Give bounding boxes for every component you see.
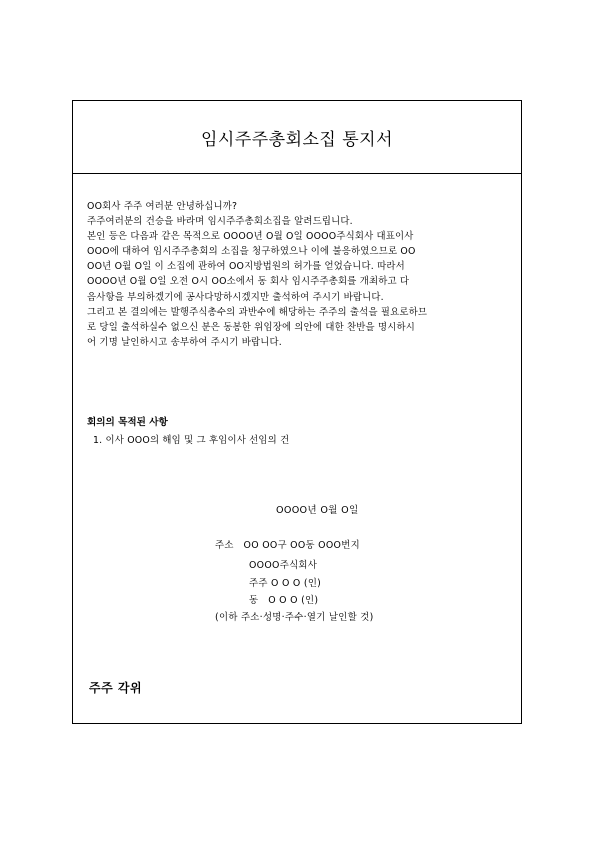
notice-frame [72,100,522,724]
body-line-5: OO년 O월 O일 이 소집에 관하여 OO지방법원의 허가를 얻었습니다. 따라서 [87,261,405,273]
body-line-4: OOO에 대하여 임시주주총회의 소집을 청구하였으나 이에 불응하였으므로 OO [87,246,416,258]
agenda-heading: 회의의 목적된 사항 [87,417,168,428]
signature-company: OOOO주식회사 [249,560,318,571]
notice-body [87,199,513,350]
addressee: 주주 각위 [89,681,143,695]
body-line-8: 그리고 본 결의에는 발행주식총수의 과반수에 해당하는 주주의 출석을 필요로하므 [87,306,428,318]
body-line-2: 주주여러분의 건승을 바라며 임시주주총회소집을 알려드립니다. [87,216,353,228]
document-title: 임시주주총회소집 통지서 [200,129,394,150]
title-box [73,101,521,174]
signature-note: (이하 주소·성명·주수·열기 날인할 것) [215,612,374,623]
agenda-item: 1. 이사 OOO의 해임 및 그 후임이사 선임의 건 [93,435,290,446]
body-line-1: OO회사 주주 여러분 안녕하십니까? [87,201,238,212]
body-line-3: 본인 등은 다음과 같은 목적으로 OOOO년 O월 O일 OOOO주식회사 대표이사 [87,231,414,243]
body-line-7: 음사항을 부의하겠기에 공사다망하시겠지만 출석하여 주시기 바랍니다. [87,291,384,303]
signature-address: 주소 OO OO구 OO동 OOO번지 [215,540,360,551]
signature-shareholder-2: 동 O O O (인) [249,595,319,606]
signature-shareholder-1: 주주 O O O (인) [249,578,322,589]
notice-date: OOOO년 O월 O일 [276,505,359,516]
body-line-10: 어 기명 날인하시고 송부하여 주시기 바랍니다. [87,336,282,348]
body-line-6: OOOO년 O월 O일 오전 O시 OO소에서 동 회사 임시주주총회를 개최하고 다 [87,276,410,288]
body-line-9: 로 당일 출석하실수 없으신 분은 동봉한 위임장에 의안에 대한 찬반을 명시하시 [87,321,416,333]
